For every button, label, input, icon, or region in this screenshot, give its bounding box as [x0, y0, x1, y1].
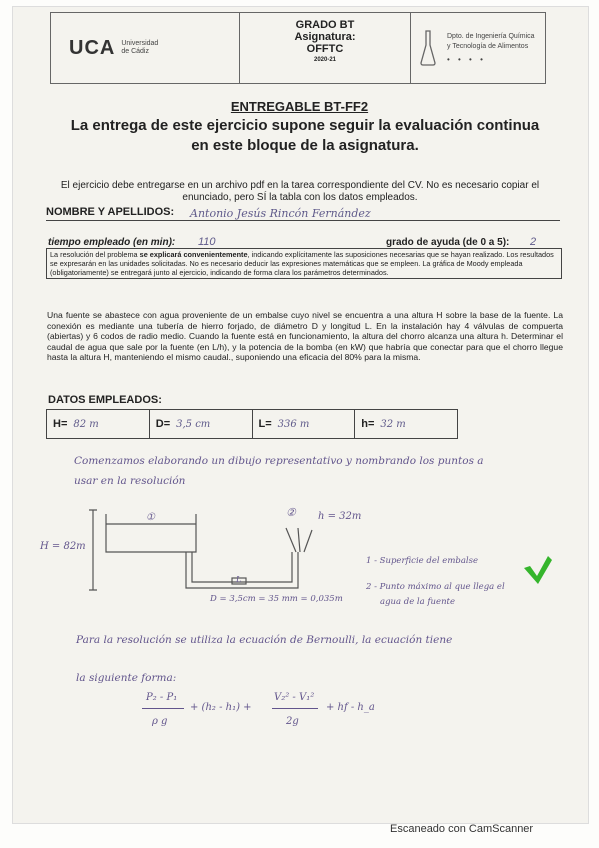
data-cell-D: D= 3,5 cm	[150, 410, 253, 438]
fountain-jet	[286, 528, 312, 552]
legend-point-2-line1: 2 - Punto máximo al que llega el	[366, 582, 505, 592]
handwritten-intro-line2: usar en la resolución	[74, 475, 186, 487]
scanner-watermark: Escaneado con CamScanner	[390, 823, 534, 835]
subject-label: Asignatura:	[294, 31, 356, 43]
department-dots: • • • •	[447, 54, 486, 64]
degree-label: GRADO BT	[295, 19, 355, 31]
height-term: + (h₂ - h₁) +	[190, 702, 252, 713]
legend-point-1: 1 - Superficie del embalse	[366, 556, 478, 566]
department-line2: y Tecnología de Alimentos	[447, 42, 529, 50]
jet-height-label: h = 32m	[318, 511, 362, 522]
velocity-denominator: 2g	[286, 716, 299, 727]
department-line1: Dpto. de Ingeniería Química	[447, 32, 535, 40]
pressure-numerator: P₂ - P₁	[146, 692, 178, 703]
submission-instructions: El ejercicio debe entregarse en un archivo pdf en la tarea correspondiente del CV. No es necesario copiar el enunciado, pero SÍ la tabla con los datos empleados.	[60, 180, 540, 203]
data-cell-L: L= 336 m	[253, 410, 356, 438]
data-cell-H: H= 82 m	[47, 410, 150, 438]
pressure-denominator: ρ g	[152, 716, 168, 727]
point-2-marker: ②	[286, 506, 296, 519]
point-1-marker: ①	[146, 512, 155, 523]
time-value: 110	[198, 236, 216, 248]
legend-point-2-line2: agua de la fuente	[380, 597, 455, 607]
time-label: tiempo empleado (en min):	[48, 237, 176, 248]
uca-logo-text: UCA	[69, 36, 116, 59]
help-label: grado de ayuda (de 0 a 5):	[386, 237, 510, 248]
bernoulli-text-line1: Para la resolución se utiliza la ecuación de Bernoulli, la ecuación tiene	[76, 634, 453, 646]
student-name: Antonio Jesús Rincón Fernández	[190, 207, 371, 220]
help-value: 2	[530, 236, 537, 248]
fraction-bar	[272, 708, 318, 709]
data-cell-h: h= 32 m	[361, 418, 406, 430]
check-icon	[524, 556, 552, 584]
bernoulli-equation	[140, 692, 440, 742]
problem-statement: Una fuente se abastece con agua proveniente de un embalse cuyo nivel se encuentra a una altura H sobre la base de la fuente. La conexión es mediante una tubería de hierro forjado, de diámetro D y longitud L. En la instalación hay 4 válvulas de compuerta (abiertas) y 6 codos de radio medio. Cuando la fuente está en funcionamiento, la altura del chorro alcanza una altura h. Determinar el caudal de agua que sale por la fuente (en L/h), y la potencia de la bomba (en kW) que habría que conectar para que el chorro llegue hasta la altura H, manteniendo el mismo caudal., suponiendo una eficacia del 80% para la misma.	[47, 310, 563, 362]
loss-terms: + hf - h_a	[326, 702, 375, 713]
university-name: Universidad de Cádiz	[121, 40, 159, 55]
handwritten-intro-line1: Comenzamos elaborando un dibujo representativo y nombrando los puntos a	[74, 455, 484, 467]
assignment-title: ENTREGABLE BT-FF2	[230, 99, 369, 114]
assignment-subtitle: La entrega de este ejercicio supone seguir la evaluación continua en este bloque de la asignatura.	[70, 117, 540, 154]
bernoulli-text-line2: la siguiente forma:	[76, 672, 177, 684]
fraction-bar	[142, 708, 184, 709]
course-year: 2020-21	[313, 57, 337, 63]
rules-box: La resolución del problema se explicará convenientemente, indicando explícitamente las suposiciones necesarias que se hayan realizado. Los resultados se expresarán en las unidades solicitadas. No es necesario deducir las expresiones matemáticas que se empleen. La gráfica de Moody empleada (obligatoriamente) se entregará junto al ejercicio, indicando de forma clara los parámetros determinados.	[46, 248, 562, 279]
length-label: L	[236, 575, 242, 584]
reservoir-height-label: H = 82m	[40, 541, 86, 552]
velocity-numerator: V₂² - V₁²	[274, 692, 315, 703]
name-label: NOMBRE Y APELLIDOS:	[46, 206, 175, 218]
data-table-title: DATOS EMPLEADOS:	[48, 394, 162, 406]
subject-code: OFFTC	[306, 43, 344, 55]
diameter-label: D = 3,5cm = 35 mm = 0,035m	[210, 594, 343, 604]
